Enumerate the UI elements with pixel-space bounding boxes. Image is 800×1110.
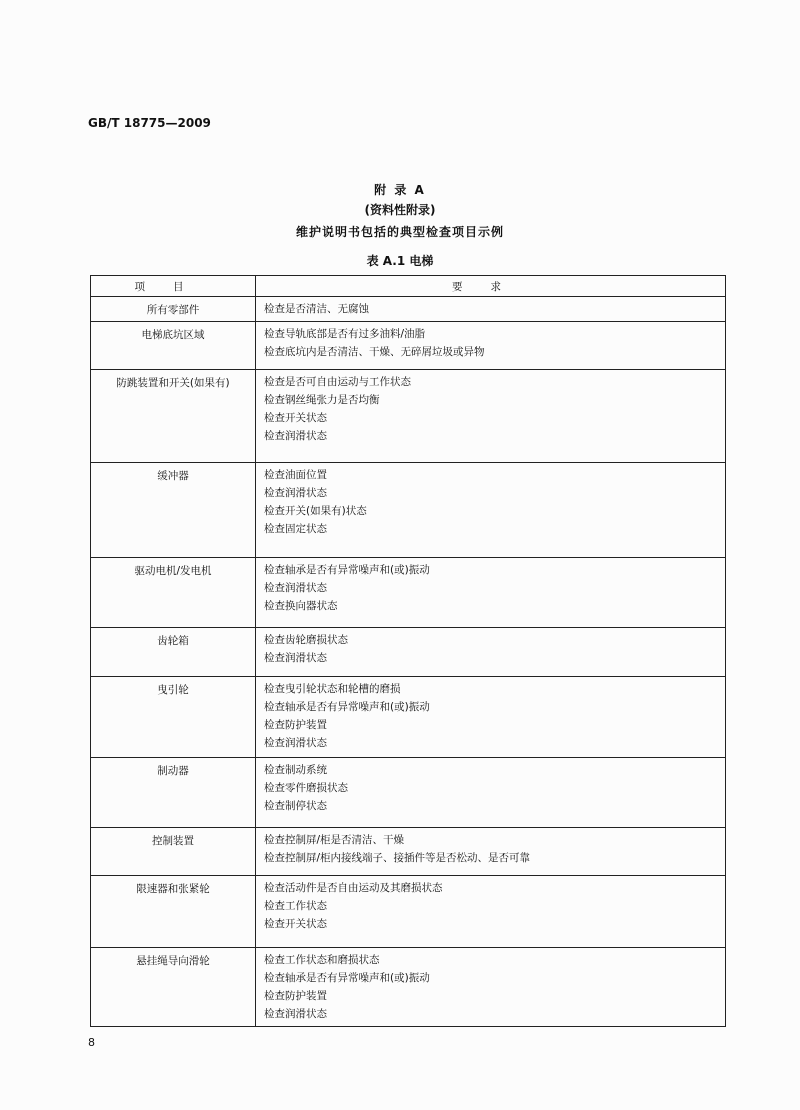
requirements-cell xyxy=(256,322,726,370)
column-header-item: 项目 xyxy=(91,276,256,297)
standard-number: GB/T 18775—2009 xyxy=(88,116,211,130)
page-number: 8 xyxy=(88,1036,95,1049)
requirement-line: 检查开关状态 xyxy=(264,412,327,424)
table-row xyxy=(91,677,726,758)
table-row xyxy=(91,322,726,370)
requirement-line: 检查防护装置 xyxy=(264,990,327,1002)
item-cell: 驱动电机/发电机 xyxy=(91,558,256,628)
requirement-line: 检查润滑状态 xyxy=(264,737,327,749)
requirements-cell xyxy=(256,876,726,948)
requirements-cell xyxy=(256,628,726,677)
table-row xyxy=(91,463,726,558)
requirement-line: 检查轴承是否有异常噪声和(或)振动 xyxy=(264,972,430,984)
item-cell: 悬挂绳导向滑轮 xyxy=(91,948,256,1027)
requirement-line: 检查润滑状态 xyxy=(264,487,327,499)
requirement-line: 检查开关(如果有)状态 xyxy=(264,505,367,517)
requirement-line: 检查钢丝绳张力是否均衡 xyxy=(264,394,380,406)
requirement-line: 检查控制屏/柜是否清洁、干燥 xyxy=(264,834,405,846)
requirement-line: 检查轴承是否有异常噪声和(或)振动 xyxy=(264,701,430,713)
inspection-table xyxy=(90,275,726,1027)
requirement-line: 检查曳引轮状态和轮槽的磨损 xyxy=(264,683,401,695)
table-header-row xyxy=(91,276,726,297)
table-row xyxy=(91,370,726,463)
requirement-line: 检查轴承是否有异常噪声和(或)振动 xyxy=(264,564,430,576)
requirements-cell xyxy=(256,828,726,876)
requirement-line: 检查零件磨损状态 xyxy=(264,782,348,794)
requirements-cell xyxy=(256,758,726,828)
requirements-cell xyxy=(256,677,726,758)
requirements-cell xyxy=(256,370,726,463)
requirements-cell xyxy=(256,948,726,1027)
requirement-line: 检查制停状态 xyxy=(264,800,327,812)
item-cell: 防跳装置和开关(如果有) xyxy=(91,370,256,463)
requirement-line: 检查齿轮磨损状态 xyxy=(264,634,348,646)
requirements-cell xyxy=(256,558,726,628)
table-row xyxy=(91,628,726,677)
item-cell: 曳引轮 xyxy=(91,677,256,758)
item-cell: 电梯底坑区域 xyxy=(91,322,256,370)
requirement-line: 检查是否清洁、无腐蚀 xyxy=(264,303,369,315)
requirement-line: 检查润滑状态 xyxy=(264,430,327,442)
requirement-line: 检查固定状态 xyxy=(264,523,327,535)
requirement-line: 检查润滑状态 xyxy=(264,652,327,664)
annex-title: 附 录 A xyxy=(374,183,426,197)
requirement-line: 检查工作状态 xyxy=(264,900,327,912)
requirements-cell xyxy=(256,463,726,558)
table-row xyxy=(91,876,726,948)
requirement-line: 检查工作状态和磨损状态 xyxy=(264,954,380,966)
item-cell: 限速器和张紧轮 xyxy=(91,876,256,948)
table-row xyxy=(91,828,726,876)
table-row xyxy=(91,758,726,828)
item-cell: 控制装置 xyxy=(91,828,256,876)
item-cell: 缓冲器 xyxy=(91,463,256,558)
annex-heading: 维护说明书包括的典型检查项目示例 xyxy=(295,225,504,239)
table-caption: 表 A.1 电梯 xyxy=(366,254,434,268)
requirement-line: 检查防护装置 xyxy=(264,719,327,731)
table-row xyxy=(91,297,726,322)
requirement-line: 检查开关状态 xyxy=(264,918,327,930)
item-cell: 齿轮箱 xyxy=(91,628,256,677)
item-cell: 所有零部件 xyxy=(91,297,256,322)
column-header-requirements: 要求 xyxy=(256,276,726,297)
requirement-line: 检查活动件是否自由运动及其磨损状态 xyxy=(264,882,443,894)
requirement-line: 检查是否可自由运动与工作状态 xyxy=(264,376,411,388)
requirements-cell xyxy=(256,297,726,322)
requirement-line: 检查底坑内是否清洁、干燥、无碎屑垃圾或异物 xyxy=(264,346,485,358)
requirement-line: 检查控制屏/柜内接线端子、接插件等是否松动、是否可靠 xyxy=(264,852,531,864)
item-cell: 制动器 xyxy=(91,758,256,828)
requirement-line: 检查油面位置 xyxy=(264,469,327,481)
requirement-line: 检查润滑状态 xyxy=(264,1008,327,1020)
requirement-line: 检查制动系统 xyxy=(264,764,327,776)
requirement-line: 检查导轨底部是否有过多油料/油脂 xyxy=(264,328,426,340)
requirement-line: 检查换向器状态 xyxy=(264,600,338,612)
annex-subtitle: (资料性附录) xyxy=(364,203,436,217)
requirement-line: 检查润滑状态 xyxy=(264,582,327,594)
table-row xyxy=(91,948,726,1027)
table-row xyxy=(91,558,726,628)
